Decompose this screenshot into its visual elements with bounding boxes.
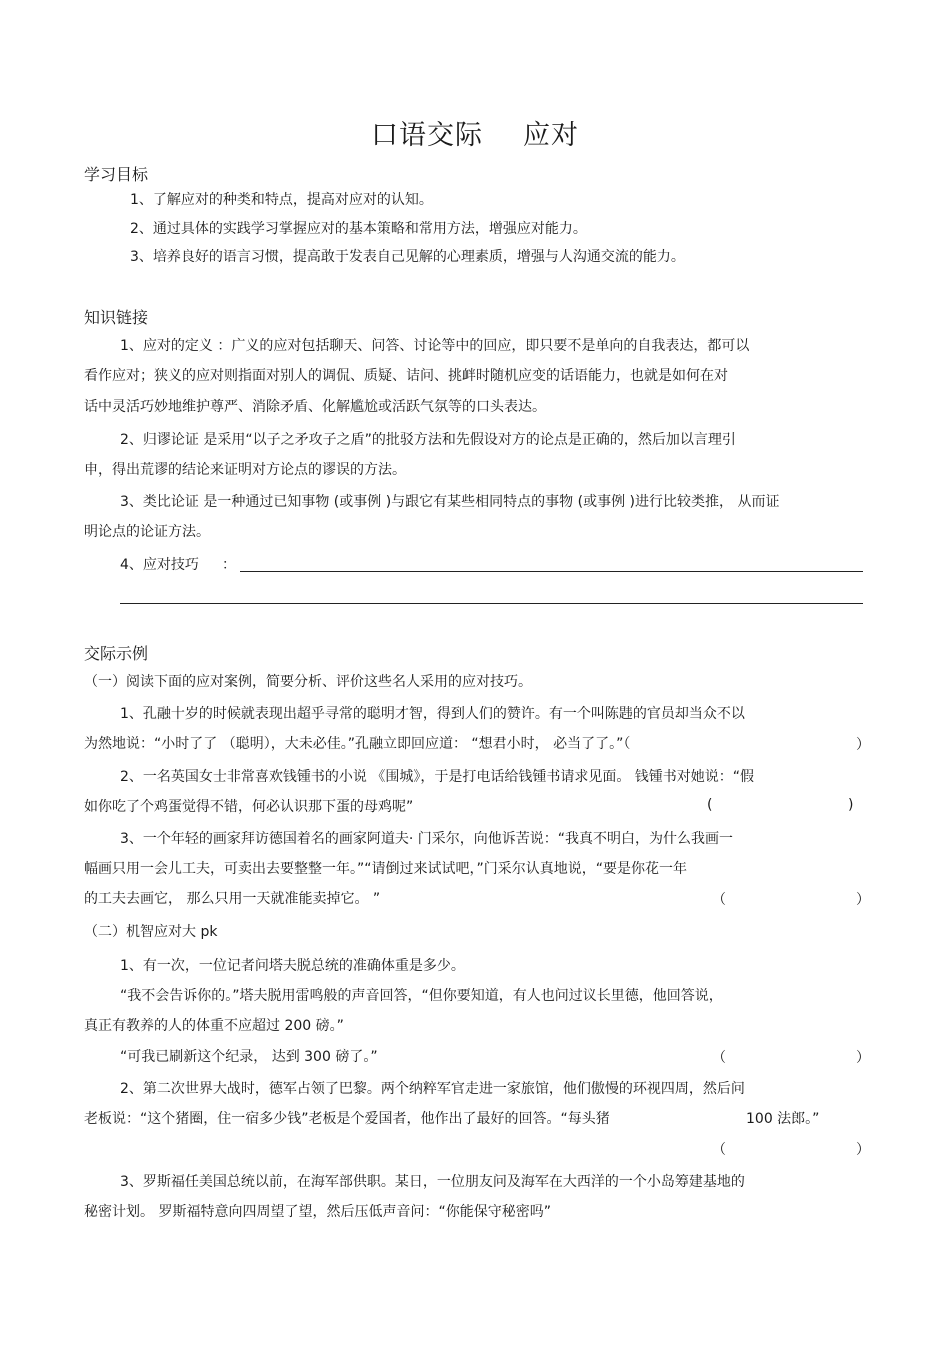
case3-line-2: 幅画只用一会儿工夫，可卖出去要整整一年。”“请倒过来试试吧，”门采尔认真地说，“要是你花一年 <box>84 861 688 877</box>
title-part1: 口语交际 <box>371 120 483 151</box>
case1-paren-close: ） <box>856 737 870 753</box>
skills-answer-line-1[interactable] <box>240 571 863 572</box>
case2-line-2: 如你吃了个鸡蛋觉得不错，何必认识那下蛋的母鸡呢” <box>84 799 414 815</box>
pk1-line-4: “可我已刷新这个纪录， 达到 300 磅了。” <box>120 1049 378 1065</box>
pk1-paren-open: （ <box>712 1050 726 1066</box>
case3-paren-close: ） <box>856 892 870 908</box>
goal-item-2: 2、通过具体的实践学习掌握应对的基本策略和常用方法，增强应对能力。 <box>130 221 587 237</box>
goals-heading: 学习目标 <box>84 165 149 184</box>
reductio-line-1: 2、归谬论证 是采用“以子之矛攻子之盾”的批驳方法和先假设对方的论点是正确的，然后加以言理引 <box>120 432 736 448</box>
page-title <box>0 113 950 152</box>
definition-line-2: 看作应对；狭义的应对则指面对别人的调侃、质疑、诘问、挑衅时随机应变的话语能力，也就是如何在对 <box>84 368 728 384</box>
part2-title: （二）机智应对大 pk <box>84 924 218 940</box>
title-part2: 应对 <box>523 120 579 151</box>
skills-colon: ： <box>222 557 236 573</box>
goal-item-1: 1、了解应对的种类和特点，提高对应对的认知。 <box>130 192 433 208</box>
pk3-line-2: 秘密计划。 罗斯福特意向四周望了望，然后压低声音问：“你能保守秘密吗” <box>84 1204 551 1220</box>
pk1-paren-close: ） <box>856 1050 870 1066</box>
pk2-line-3: 100 法郎。” <box>746 1111 820 1127</box>
skills-label: 4、应对技巧 <box>120 557 199 573</box>
case2-paren-close: ) <box>848 797 854 813</box>
goal-item-3: 3、培养良好的语言习惯，提高敢于发表自己见解的心理素质，增强与人沟通交流的能力。 <box>130 249 685 265</box>
pk2-line-2: 老板说：“这个猪圈，住一宿多少钱”老板是个爱国者，他作出了最好的回答。“每头猪 <box>84 1111 610 1127</box>
pk1-line-3: 真正有教养的人的体重不应超过 200 磅。” <box>84 1018 344 1034</box>
case3-line-3: 的工夫去画它， 那么只用一天就准能卖掉它。 ” <box>84 891 381 907</box>
definition-line-3: 话中灵活巧妙地维护尊严、消除矛盾、化解尴尬或活跃气氛等的口头表达。 <box>84 399 546 415</box>
examples-heading: 交际示例 <box>84 644 149 663</box>
knowledge-heading: 知识链接 <box>84 308 149 327</box>
case2-line-1: 2、一名英国女士非常喜欢钱锺书的小说 《围城》，于是打电话给钱锺书请求见面。 钱锺书对她说：“假 <box>120 769 755 785</box>
analogy-line-2: 明论点的论证方法。 <box>84 524 210 540</box>
pk2-paren-close: ） <box>856 1142 870 1158</box>
pk2-line-1: 2、第二次世界大战时，德军占领了巴黎。两个纳粹军官走进一家旅馆，他们傲慢的环视四周，然后问 <box>120 1081 745 1097</box>
case1-line-1: 1、孔融十岁的时候就表现出超乎寻常的聪明才智，得到人们的赞许。有一个叫陈韪的官员却当众不以 <box>120 706 745 722</box>
pk1-line-2: “我不会告诉你的。”塔夫脱用雷鸣般的声音回答，“但你要知道，有人也问过议长里德，他回答说， <box>120 988 723 1004</box>
definition-line-1: 1、应对的定义 ：广义的应对包括聊天、问答、讨论等中的回应，即只要不是单向的自我表达，都可以 <box>120 338 750 354</box>
pk1-line-1: 1、有一次，一位记者问塔夫脱总统的准确体重是多少。 <box>120 958 465 974</box>
part1-title: （一）阅读下面的应对案例，简要分析、评价这些名人采用的应对技巧。 <box>84 674 532 690</box>
pk3-line-1: 3、罗斯福任美国总统以前，在海军部供职。某日，一位朋友问及海军在大西洋的一个小岛筹建基地的 <box>120 1174 745 1190</box>
case1-line-2: 为然地说：“小时了了 （聪明），大未必佳。”孔融立即回应道： “想君小时， 必当了了。”（ <box>84 736 631 752</box>
pk2-paren-open: （ <box>712 1142 726 1158</box>
skills-answer-line-2[interactable] <box>120 603 863 604</box>
case3-line-1: 3、一个年轻的画家拜访德国着名的画家阿道夫· 门采尔，向他诉苦说：“我真不明白，为什么我画一 <box>120 831 734 847</box>
case2-paren-open: ( <box>707 797 713 813</box>
analogy-line-1: 3、类比论证 是一种通过已知事物 (或事例 )与跟它有某些相同特点的事物 (或事例 )进行比较类推， 从而证 <box>120 494 780 510</box>
case3-paren-open: （ <box>712 892 726 908</box>
reductio-line-2: 申，得出荒谬的结论来证明对方论点的谬误的方法。 <box>84 462 406 478</box>
